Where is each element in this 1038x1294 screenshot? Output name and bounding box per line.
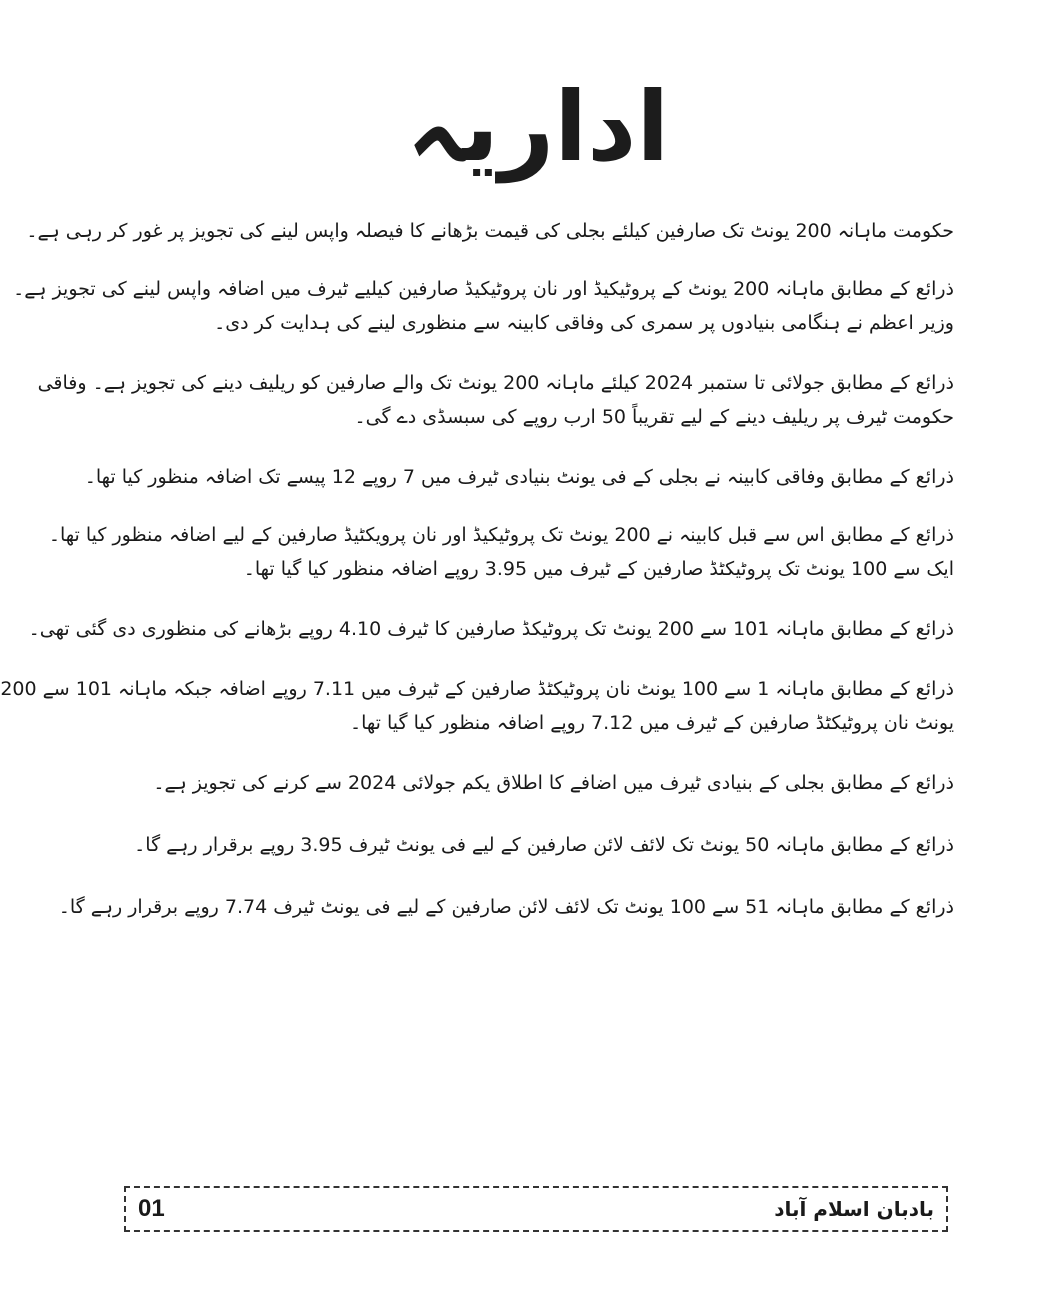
editorial-article [0,214,954,924]
paragraph-line: ذرائع کے مطابق ماہانہ 200 یونٹ کے پروٹیکیڈ اور نان پروٹیکیڈ صارفین کیلیے ٹیرف میں اضافہ واپس لینے کی تجویز ہے۔ [13,278,954,300]
paragraph-line: ذرائع کے مطابق ماہانہ 1 سے 100 یونٹ نان پروٹیکٹڈ صارفین کے ٹیرف میں 7.11 روپے اضافہ جبکہ ماہانہ 101 سے 200 [0,678,954,700]
paragraph-line: ذرائع کے مطابق وفاقی کابینہ نے بجلی کے فی یونٹ بنیادی ٹیرف میں 7 روپے 12 پیسے تک اضافہ منظور کیا تھا۔ [84,466,954,488]
page-footer [124,1186,948,1232]
article-paragraph [122,766,954,800]
article-paragraph [13,272,954,340]
article-paragraph [122,828,954,862]
paragraph-line: ذرائع کے مطابق جولائی تا ستمبر 2024 کیلئے ماہانہ 200 یونٹ تک والے صارفین کو ریلیف دینے کی تجویز ہے۔ وفاقی [37,372,954,394]
masthead-title: اداریہ [406,71,670,183]
publication-name: بادبان اسلام آباد [774,1197,934,1221]
page-number: 01 [138,1195,165,1222]
paragraph-line: ذرائع کے مطابق ماہانہ 101 سے 200 یونٹ تک پروٹیکڈ صارفین کا ٹیرف 4.10 روپے بڑھانے کی منظوری دی گئی تھی۔ [28,618,954,640]
article-paragraph [58,890,954,924]
paragraph-line: وزیر اعظم نے ہنگامی بنیادوں پر سمری کی وفاقی کابینہ سے منظوری لینے کی ہدایت کر دی۔ [214,312,954,334]
article-paragraph [26,214,954,248]
article-paragraph [48,518,954,586]
paragraph-line: ذرائع کے مطابق اس سے قبل کابینہ نے 200 یونٹ تک پروٹیکیڈ اور نان پرویکٹیڈ صارفین کے لیے اضافہ منظور کیا تھا۔ [48,524,954,546]
paragraph-line: ذرائع کے مطابق بجلی کے بنیادی ٹیرف میں اضافے کا اطلاق یکم جولائی 2024 سے کرنے کی تجویز ہے۔ [153,772,954,794]
paragraph-line: حکومت ٹیرف پر ریلیف دینے کے لیے تقریباً 50 ارب روپے کی سبسڈی دے گی۔ [354,406,954,428]
paragraph-line: ذرائع کے مطابق ماہانہ 50 یونٹ تک لائف لائن صارفین کے لیے فی یونٹ ٹیرف 3.95 روپے برقرار رہے گا۔ [134,834,954,856]
paragraph-line: حکومت ماہانہ 200 یونٹ تک صارفین کیلئے بجلی کی قیمت بڑھانے کا فیصلہ واپس لینے کی تجویز پر غور کر رہی ہے۔ [26,220,954,242]
article-paragraph [28,612,954,646]
paragraph-line: یونٹ نان پروٹیکٹڈ صارفین کے ٹیرف میں 7.12 روپے اضافہ منظور کیا گیا تھا۔ [350,712,954,734]
paragraph-line: ذرائع کے مطابق ماہانہ 51 سے 100 یونٹ تک لائف لائن صارفین کے لیے فی یونٹ ٹیرف 7.74 روپے برقرار رہے گا۔ [58,896,954,918]
article-paragraph [84,460,954,494]
article-paragraph [37,366,954,434]
paragraph-line: ایک سے 100 یونٹ تک پروٹیکٹڈ صارفین کے ٹیرف میں 3.95 روپے اضافہ منظور کیا گیا تھا۔ [243,558,954,580]
article-paragraph [0,672,954,740]
